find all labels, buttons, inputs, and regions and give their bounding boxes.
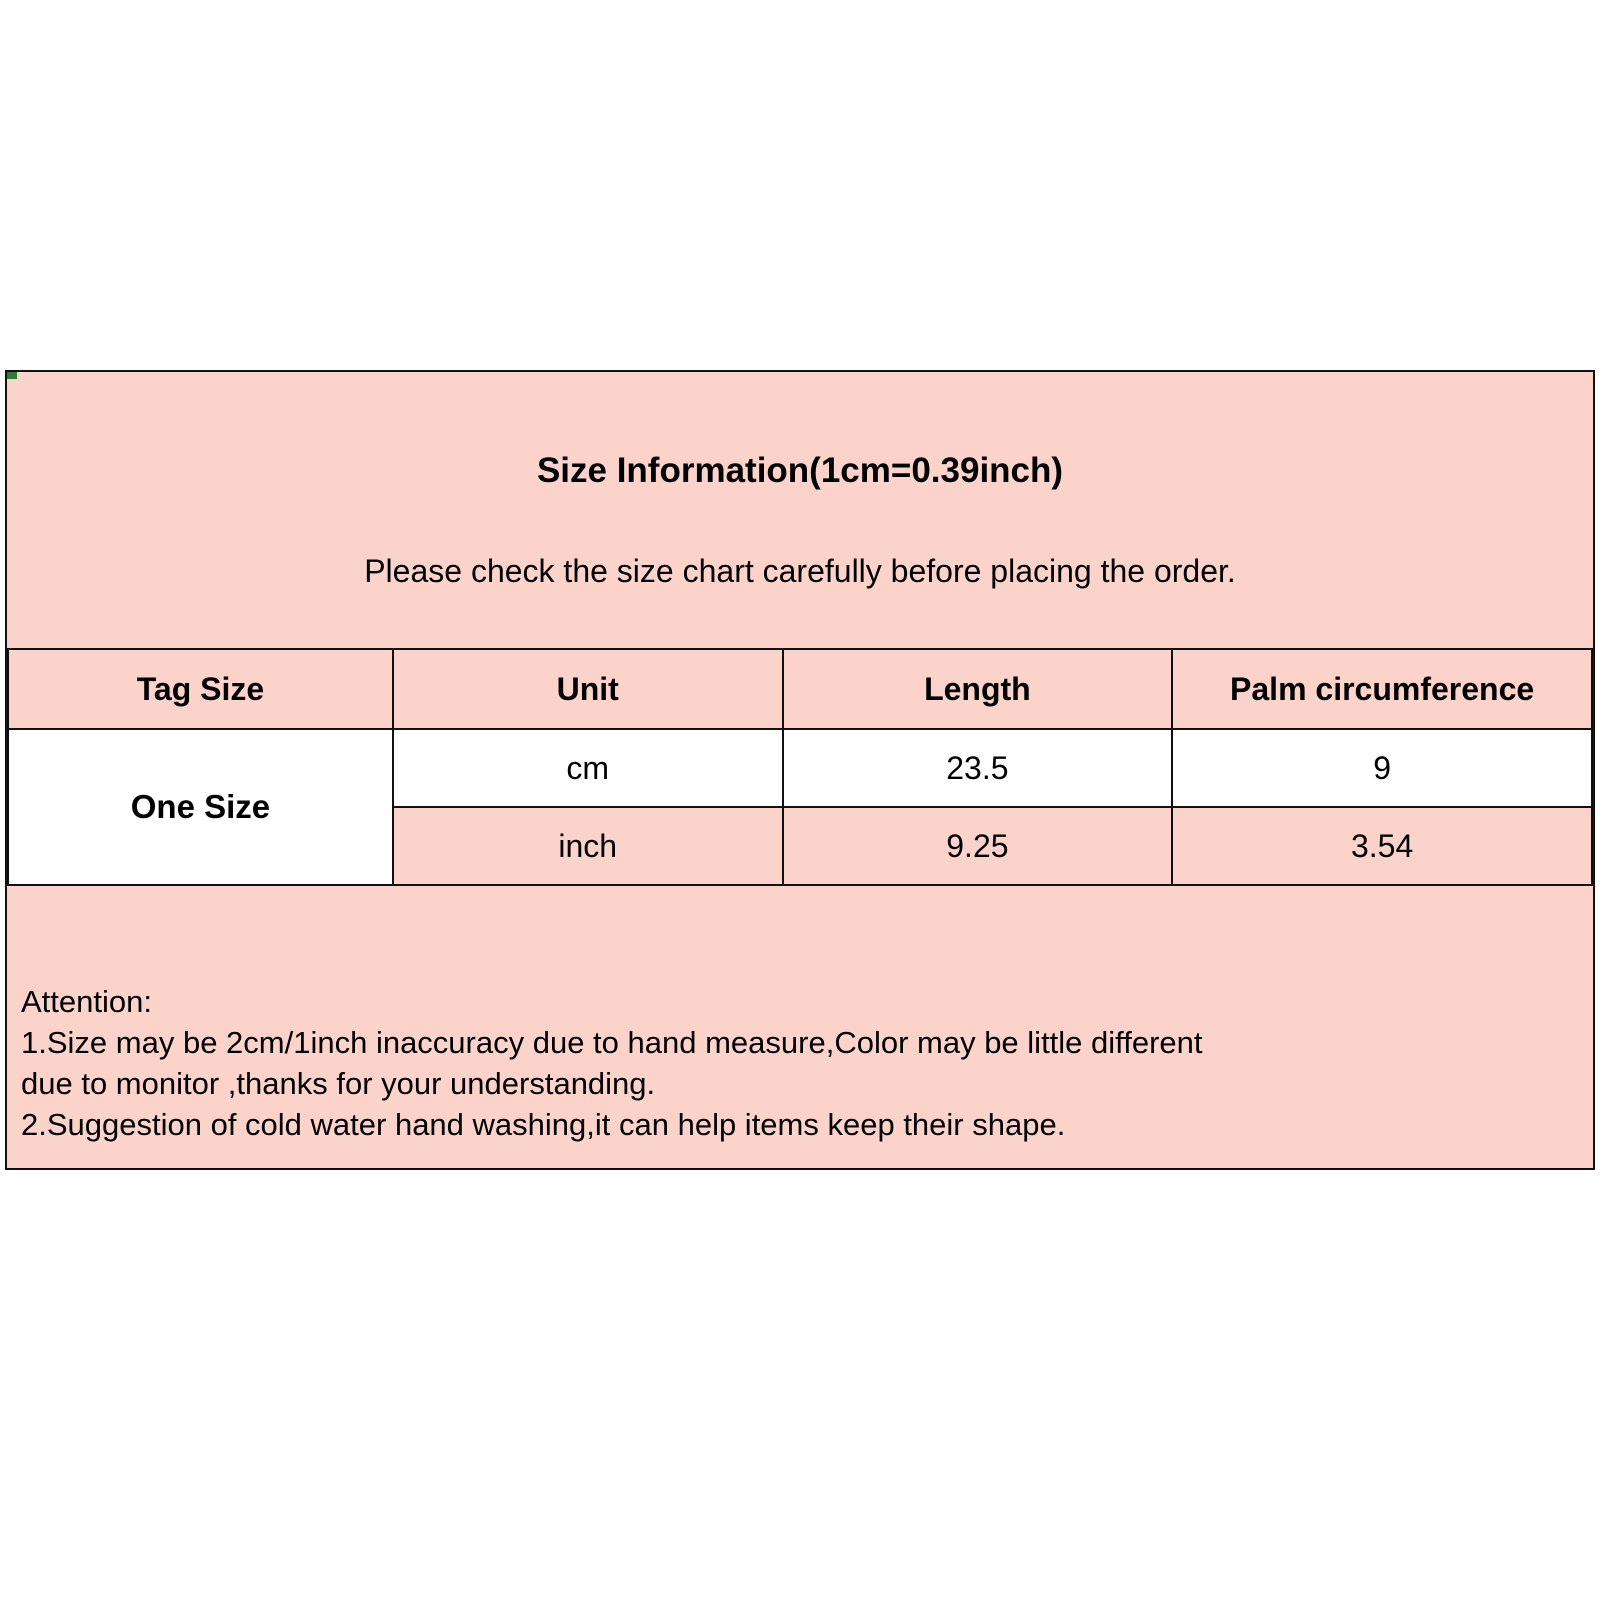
length-cm: 23.5 xyxy=(783,729,1173,807)
unit-cm: cm xyxy=(393,729,783,807)
column-header-palm-circumference: Palm circumference xyxy=(1172,649,1592,729)
table-row xyxy=(8,729,1592,807)
table-header-row xyxy=(8,649,1592,729)
attention-line-1: 1.Size may be 2cm/1inch inaccuracy due to hand measure,Color may be little different xyxy=(21,1025,1203,1061)
size-chart-instruction: Please check the size chart carefully before placing the order. xyxy=(364,553,1236,589)
column-header-unit: Unit xyxy=(393,649,783,729)
attention-line-3: 2.Suggestion of cold water hand washing,it can help items keep their shape. xyxy=(21,1107,1066,1143)
size-information-title: Size Information(1cm=0.39inch) xyxy=(536,451,1064,490)
size-table xyxy=(7,648,1593,886)
attention-block xyxy=(7,886,1593,1168)
attention-line-2: due to monitor ,thanks for your understanding. xyxy=(21,1066,656,1102)
size-chart-card xyxy=(5,370,1595,1170)
size-chart-header xyxy=(7,372,1593,648)
palm-circumference-inch: 3.54 xyxy=(1172,807,1592,885)
column-header-length: Length xyxy=(783,649,1173,729)
unit-inch: inch xyxy=(393,807,783,885)
tag-size-value: One Size xyxy=(8,729,393,885)
attention-heading: Attention: xyxy=(21,984,152,1020)
palm-circumference-cm: 9 xyxy=(1172,729,1592,807)
corner-marker xyxy=(7,372,17,379)
length-inch: 9.25 xyxy=(783,807,1173,885)
column-header-tag-size: Tag Size xyxy=(8,649,393,729)
